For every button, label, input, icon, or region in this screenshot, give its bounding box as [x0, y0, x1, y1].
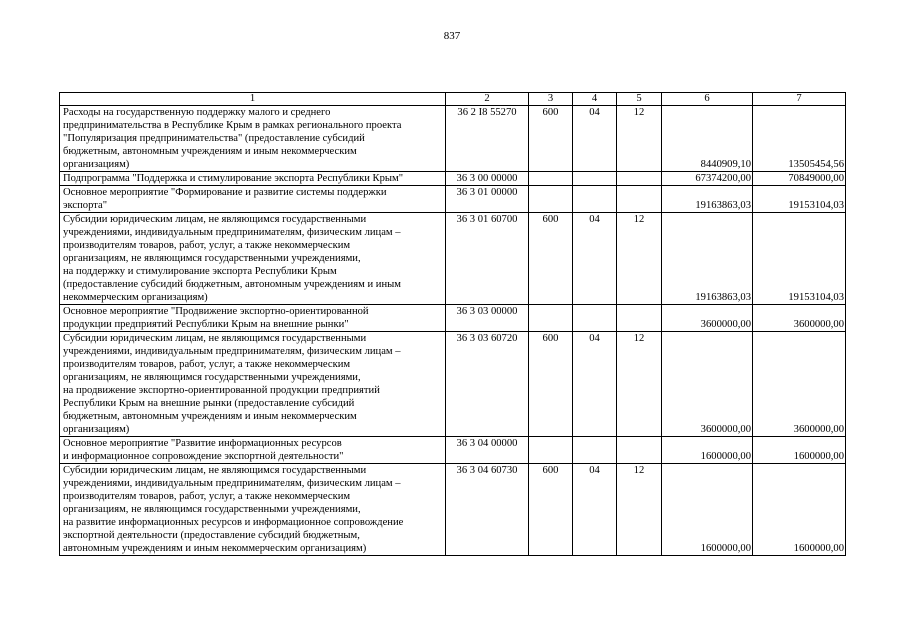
table-row — [60, 437, 846, 464]
name-line: экспорта" — [63, 200, 108, 211]
name-line: учреждениями, индивидуальным предпринимателям, физическим лицам – — [63, 346, 401, 357]
cell-col3: 600 — [529, 213, 573, 305]
column-header: 4 — [573, 93, 617, 106]
cell-col5: 12 — [617, 213, 662, 305]
budget-table — [59, 92, 846, 556]
cell-amount-6: 3600000,00 — [662, 332, 753, 437]
cell-code: 36 3 04 60730 — [446, 464, 529, 556]
cell-name — [60, 464, 446, 556]
cell-name — [60, 172, 446, 186]
cell-amount-7: 1600000,00 — [753, 437, 846, 464]
name-line: бюджетным, автономным учреждениям и иным некоммерческим — [63, 411, 357, 422]
cell-col5: 12 — [617, 332, 662, 437]
cell-code: 36 3 01 60700 — [446, 213, 529, 305]
name-line: учреждениями, индивидуальным предпринимателям, физическим лицам – — [63, 227, 401, 238]
column-header: 7 — [753, 93, 846, 106]
name-line: организациям, не являющимся государственными учреждениями, — [63, 253, 361, 264]
cell-code: 36 3 01 00000 — [446, 186, 529, 213]
name-line: производителям товаров, работ, услуг, а также некоммерческим — [63, 491, 351, 502]
column-header: 1 — [60, 93, 446, 106]
cell-col4: 04 — [573, 213, 617, 305]
name-line: продукции предприятий Республики Крым на внешние рынки" — [63, 319, 349, 330]
name-line: Основное мероприятие "Развитие информационных ресурсов — [63, 438, 342, 449]
cell-amount-6: 1600000,00 — [662, 437, 753, 464]
name-line: Субсидии юридическим лицам, не являющимся государственными — [63, 465, 367, 476]
header-row — [60, 93, 846, 106]
cell-col4 — [573, 437, 617, 464]
cell-col4 — [573, 172, 617, 186]
cell-name — [60, 437, 446, 464]
name-line: на продвижение экспортно-ориентированной продукции предприятий — [63, 385, 380, 396]
cell-name — [60, 305, 446, 332]
cell-amount-7: 3600000,00 — [753, 332, 846, 437]
cell-col5: 12 — [617, 106, 662, 172]
cell-col5 — [617, 437, 662, 464]
cell-col3: 600 — [529, 332, 573, 437]
cell-code: 36 3 04 00000 — [446, 437, 529, 464]
cell-col3: 600 — [529, 464, 573, 556]
table-row — [60, 332, 846, 437]
cell-name — [60, 332, 446, 437]
name-line: на поддержку и стимулирование экспорта Республики Крым — [63, 266, 337, 277]
cell-code: 36 3 03 60720 — [446, 332, 529, 437]
cell-col3 — [529, 186, 573, 213]
cell-col5 — [617, 305, 662, 332]
name-line: предпринимательства в Республике Крым в рамках регионального проекта — [63, 120, 402, 131]
cell-amount-7: 1600000,00 — [753, 464, 846, 556]
name-line: на развитие информационных ресурсов и информационное сопровождение — [63, 517, 404, 528]
cell-col4 — [573, 186, 617, 213]
cell-col4: 04 — [573, 464, 617, 556]
cell-amount-7: 19153104,03 — [753, 186, 846, 213]
cell-code: 36 3 03 00000 — [446, 305, 529, 332]
name-line: производителям товаров, работ, услуг, а также некоммерческим — [63, 359, 351, 370]
cell-amount-7: 70849000,00 — [753, 172, 846, 186]
table-row — [60, 106, 846, 172]
cell-amount-6: 8440909,10 — [662, 106, 753, 172]
column-header: 5 — [617, 93, 662, 106]
cell-col5: 12 — [617, 464, 662, 556]
name-line: Основное мероприятие "Формирование и развитие системы поддержки — [63, 187, 387, 198]
cell-name — [60, 106, 446, 172]
cell-col3 — [529, 172, 573, 186]
name-line: организациям, не являющимся государственными учреждениями, — [63, 504, 361, 515]
cell-code: 36 3 00 00000 — [446, 172, 529, 186]
cell-col4: 04 — [573, 332, 617, 437]
name-line: Субсидии юридическим лицам, не являющимся государственными — [63, 333, 367, 344]
name-line: и информационное сопровождение экспортной деятельности" — [63, 451, 344, 462]
cell-amount-7: 3600000,00 — [753, 305, 846, 332]
name-line: "Популяризация предпринимательства" (предоставление субсидий — [63, 133, 365, 144]
name-line: производителям товаров, работ, услуг, а также некоммерческим — [63, 240, 351, 251]
page-number: 837 — [443, 30, 461, 42]
name-line: организациям) — [63, 424, 130, 435]
name-line: Основное мероприятие "Продвижение экспортно-ориентированной — [63, 306, 369, 317]
table-row — [60, 172, 846, 186]
cell-col4 — [573, 305, 617, 332]
column-header: 3 — [529, 93, 573, 106]
name-line: Республики Крым на внешние рынки (предоставление субсидий — [63, 398, 355, 409]
column-header: 2 — [446, 93, 529, 106]
cell-amount-7: 19153104,03 — [753, 213, 846, 305]
name-line: учреждениями, индивидуальным предпринимателям, физическим лицам – — [63, 478, 401, 489]
cell-amount-6: 19163863,03 — [662, 213, 753, 305]
name-line: экспортной деятельности (предоставление субсидий бюджетным, — [63, 530, 360, 541]
table-row — [60, 213, 846, 305]
name-line: бюджетным, автономным учреждениям и иным некоммерческим — [63, 146, 357, 157]
name-line: организациям) — [63, 159, 130, 170]
name-line: организациям, не являющимся государственными учреждениями, — [63, 372, 361, 383]
name-line: Подпрограмма "Поддержка и стимулирование экспорта Республики Крым" — [63, 173, 404, 184]
table-row — [60, 305, 846, 332]
table-row — [60, 186, 846, 213]
name-line: автономным учреждениям и иным некоммерческим организациям) — [63, 543, 367, 554]
cell-col3: 600 — [529, 106, 573, 172]
cell-name — [60, 213, 446, 305]
cell-col4: 04 — [573, 106, 617, 172]
cell-amount-6: 19163863,03 — [662, 186, 753, 213]
name-line: Субсидии юридическим лицам, не являющимся государственными — [63, 214, 367, 225]
cell-col5 — [617, 186, 662, 213]
column-header: 6 — [662, 93, 753, 106]
cell-amount-6: 67374200,00 — [662, 172, 753, 186]
name-line: некоммерческим организациям) — [63, 292, 208, 303]
cell-amount-7: 13505454,56 — [753, 106, 846, 172]
cell-col3 — [529, 305, 573, 332]
cell-col3 — [529, 437, 573, 464]
cell-col5 — [617, 172, 662, 186]
table-row — [60, 464, 846, 556]
cell-amount-6: 3600000,00 — [662, 305, 753, 332]
cell-name — [60, 186, 446, 213]
cell-amount-6: 1600000,00 — [662, 464, 753, 556]
cell-code: 36 2 I8 55270 — [446, 106, 529, 172]
name-line: Расходы на государственную поддержку малого и среднего — [63, 107, 331, 118]
name-line: (предоставление субсидий бюджетным, автономным учреждениям и иным — [63, 279, 401, 290]
